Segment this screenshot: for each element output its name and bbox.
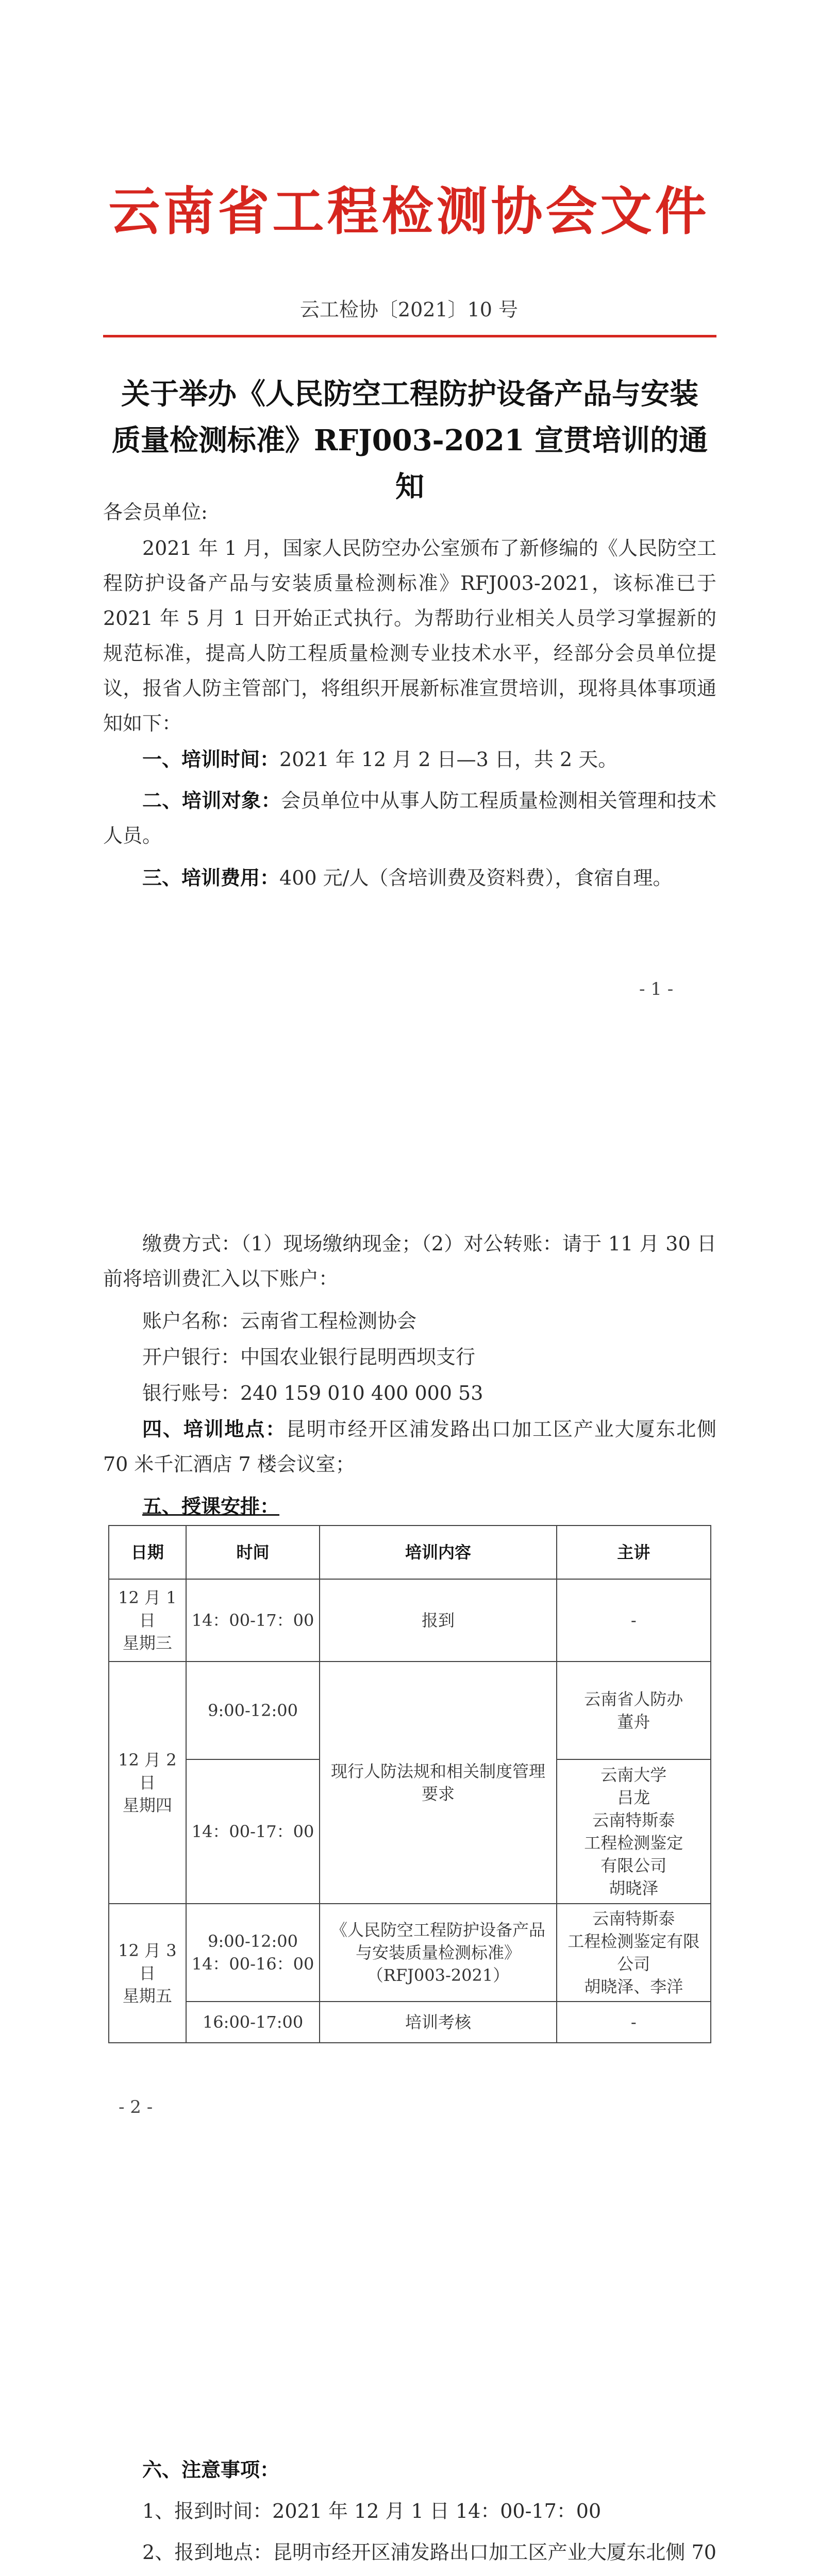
table-row [109,1662,711,1759]
cell-time: 9:00-12:00 [186,1662,320,1759]
cell-time: 14：00-17：00 [186,1759,320,1904]
schedule-table [108,1525,711,2043]
notice-title-line-2: 质量检测标准》RFJ003-2021 宣贯培训的通知 [111,423,708,504]
cell-speaker: - [557,2002,711,2043]
intro-paragraph: 2021 年 1 月，国家人民防空办公室颁布了新修编的《人民防空工程防护设备产品与安装质量检测标准》RFJ003-2021，该标准已于 2021 年 5 月 1 日开始正式执行。为帮助行业相关人员学习掌握新的规范标准，提高人防工程质量检测专业技术水平，经部分会员单位提议，报省人防主管部门，将组织开展新标准宣贯培训，现将具体事项通知如下： [103,537,716,735]
note-2: 2、报到地点：昆明市经开区浦发路出口加工区产业大厦东北侧 70 [142,2541,716,2564]
notice-title [103,371,716,510]
cell-speaker: 云南特斯泰 工程检测鉴定有限公司 胡晓泽、李洋 [557,1904,711,2002]
item-text: 会员单位中从事人防工程质量检测相关管理和技术人员。 [103,789,716,847]
item-text: 400 元/人（含培训费及资料费），食宿自理。 [279,867,673,889]
table-row [109,1904,711,2002]
item-training-fee [103,860,716,895]
cell-speaker: - [557,1579,711,1662]
header-speaker: 主讲 [557,1526,711,1579]
cell-content: 现行人防法规和相关制度管理要求 [320,1662,556,1904]
cell-content: 《人民防空工程防护设备产品与安装质量检测标准》（RFJ003-2021） [320,1904,556,2002]
note-1: 1、报到时间：2021 年 12 月 1 日 14：00-17：00 [142,2500,602,2522]
item-label: 二、培训对象： [142,789,281,812]
account-name: 账户名称：云南省工程检测协会 [142,1310,417,1332]
payment-method: 缴费方式：（1）现场缴纳现金；（2）对公转账：请于 11 月 30 日前将培训费汇入以下账户： [103,1232,716,1290]
cell-speaker: 云南大学 吕龙 云南特斯泰 工程检测鉴定 有限公司 胡晓泽 [557,1759,711,1904]
table-row [109,1579,711,1662]
item-label: 六、注意事项： [142,2458,280,2481]
cell-date: 12 月 1 日 星期三 [109,1579,186,1662]
document-number: 云工检协〔2021〕10 号 [299,298,519,321]
item-notes-heading [103,2452,716,2487]
item-label: 五、授课安排： [142,1495,280,1518]
header-date: 日期 [109,1526,186,1579]
cell-content: 报到 [320,1579,556,1662]
page-number: - 2 - [119,2097,153,2117]
table-header-row [109,1526,711,1579]
account-number: 银行账号：240 159 010 400 000 53 [142,1382,483,1404]
page-number: - 1 - [639,979,674,999]
item-text: 昆明市经开区浦发路出口加工区产业大厦东北侧 70 米千汇酒店 7 楼会议室； [103,1418,716,1476]
item-training-time [103,742,716,777]
salutation: 各会员单位: [103,501,208,523]
cell-content: 培训考核 [320,2002,556,2043]
table-row [109,2002,711,2043]
cell-time: 14：00-17：00 [186,1579,320,1662]
bank-name: 开户银行：中国农业银行昆明西坝支行 [142,1346,476,1368]
cell-speaker: 云南省人防办 董舟 [557,1662,711,1759]
cell-time: 9:00-12:00 14：00-16：00 [186,1904,320,2002]
cell-date: 12 月 2 日 星期四 [109,1662,186,1904]
cell-time: 16:00-17:00 [186,2002,320,2043]
item-schedule-heading [103,1489,716,1524]
header-time: 时间 [186,1526,320,1579]
item-text: 2021 年 12 月 2 日—3 日，共 2 天。 [279,748,618,771]
header-content: 培训内容 [320,1526,556,1579]
item-label: 一、培训时间： [142,748,280,771]
item-label: 四、培训地点： [142,1417,286,1440]
notice-title-line-1: 关于举办《人民防空工程防护设备产品与安装 [121,377,698,411]
red-divider [103,335,716,337]
item-label: 三、培训费用： [142,866,280,889]
item-training-target [103,783,716,853]
document-header-title: 云南省工程检测协会文件 [108,181,710,242]
item-training-location [103,1412,716,1482]
cell-date: 12 月 3 日 星期五 [109,1904,186,2043]
